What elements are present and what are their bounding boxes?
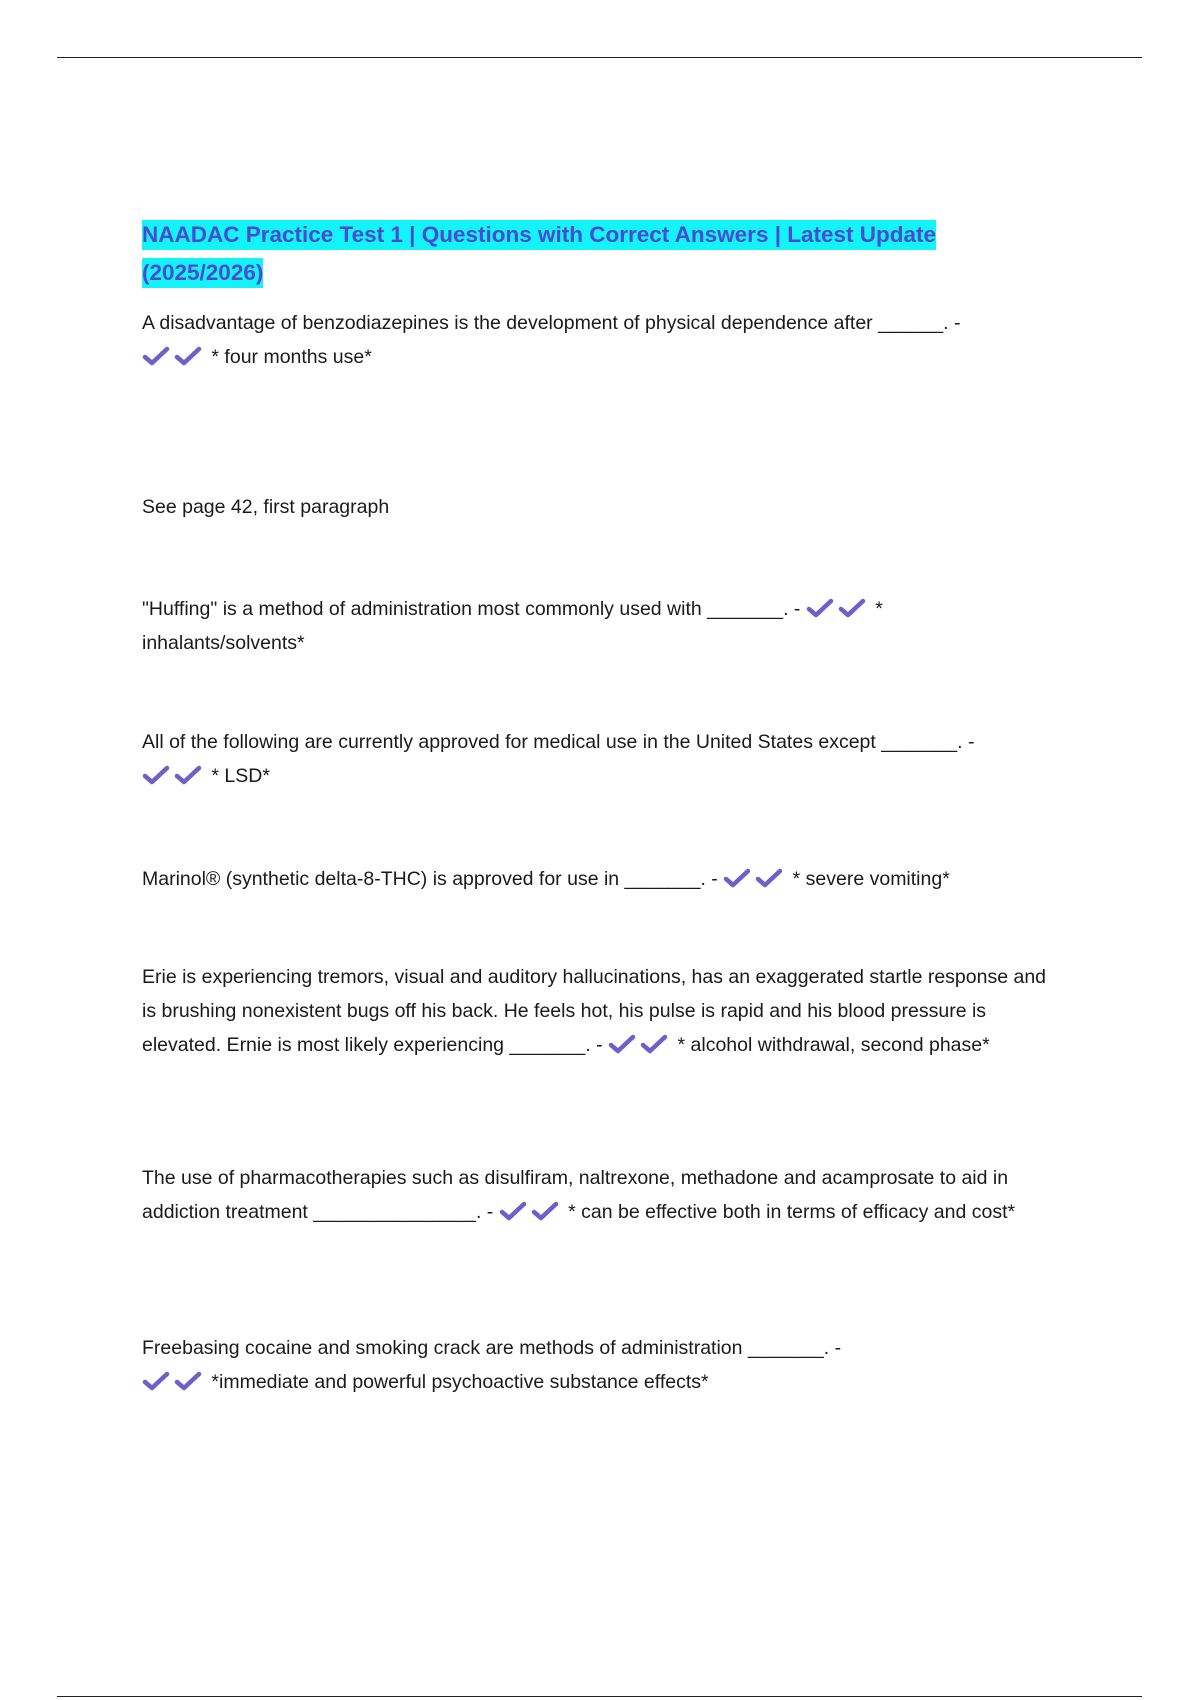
qa-item <box>142 862 1102 896</box>
check-icon <box>499 1201 527 1221</box>
question-text: The use of pharmacotherapies such as disulfiram, naltrexone, methadone and acamprosate to aid in addiction treatment _______________. - <box>142 1167 1009 1223</box>
qa-item <box>142 306 1042 374</box>
answer-text: * LSD* <box>211 765 270 787</box>
question-text: A disadvantage of benzodiazepines is the development of physical dependence after ______. - <box>142 312 961 334</box>
check-icon <box>531 1201 559 1221</box>
check-marks <box>723 868 792 890</box>
check-icon <box>755 868 783 888</box>
answer-text: * alcohol withdrawal, second phase* <box>677 1034 990 1056</box>
answer-text: * severe vomiting* <box>792 868 950 890</box>
question-text: Freebasing cocaine and smoking crack are methods of administration _______. - <box>142 1337 842 1359</box>
check-icon <box>142 346 170 366</box>
check-marks <box>142 1371 211 1393</box>
check-icon <box>838 598 866 618</box>
check-icon <box>174 346 202 366</box>
check-marks <box>806 598 875 620</box>
check-icon <box>174 765 202 785</box>
check-icon <box>142 765 170 785</box>
document-title <box>142 216 1042 292</box>
answer-text: *immediate and powerful psychoactive substance effects* <box>211 1371 709 1393</box>
check-icon <box>806 598 834 618</box>
check-icon <box>608 1034 636 1054</box>
title-line-1: NAADAC Practice Test 1 | Questions with Correct Answers | Latest Update <box>142 220 936 250</box>
check-marks <box>142 765 211 787</box>
check-icon <box>174 1371 202 1391</box>
check-marks <box>608 1034 677 1056</box>
check-marks <box>499 1201 568 1223</box>
qa-item <box>142 1161 1067 1229</box>
check-icon <box>640 1034 668 1054</box>
answer-text: * four months use* <box>211 346 372 368</box>
qa-item <box>142 1331 1062 1399</box>
bottom-rule <box>57 1696 1142 1697</box>
question-text: Erie is experiencing tremors, visual and auditory hallucinations, has an exaggerated startle response and is brushing nonexistent bugs off his back. He feels hot, his pulse is rapid and his blood pressure is elevated. Ernie is most likely experiencing _______. - <box>142 966 1047 1056</box>
note-text: See page 42, first paragraph <box>142 496 390 518</box>
top-rule <box>57 57 1142 58</box>
check-marks <box>142 346 211 368</box>
reference-note <box>142 490 1062 524</box>
question-text: "Huffing" is a method of administration most commonly used with _______. - <box>142 598 801 620</box>
question-text: Marinol® (synthetic delta-8-THC) is approved for use in _______. - <box>142 868 718 890</box>
qa-item <box>142 592 982 660</box>
qa-item <box>142 725 1102 793</box>
answer-text: * inhalants/solvents* <box>142 598 883 654</box>
qa-item <box>142 960 1047 1062</box>
answer-text: * can be effective both in terms of efficacy and cost* <box>568 1201 1016 1223</box>
check-icon <box>142 1371 170 1391</box>
question-text: All of the following are currently approved for medical use in the United States except _______. - <box>142 731 975 753</box>
title-line-2: (2025/2026) <box>142 258 263 288</box>
check-icon <box>723 868 751 888</box>
